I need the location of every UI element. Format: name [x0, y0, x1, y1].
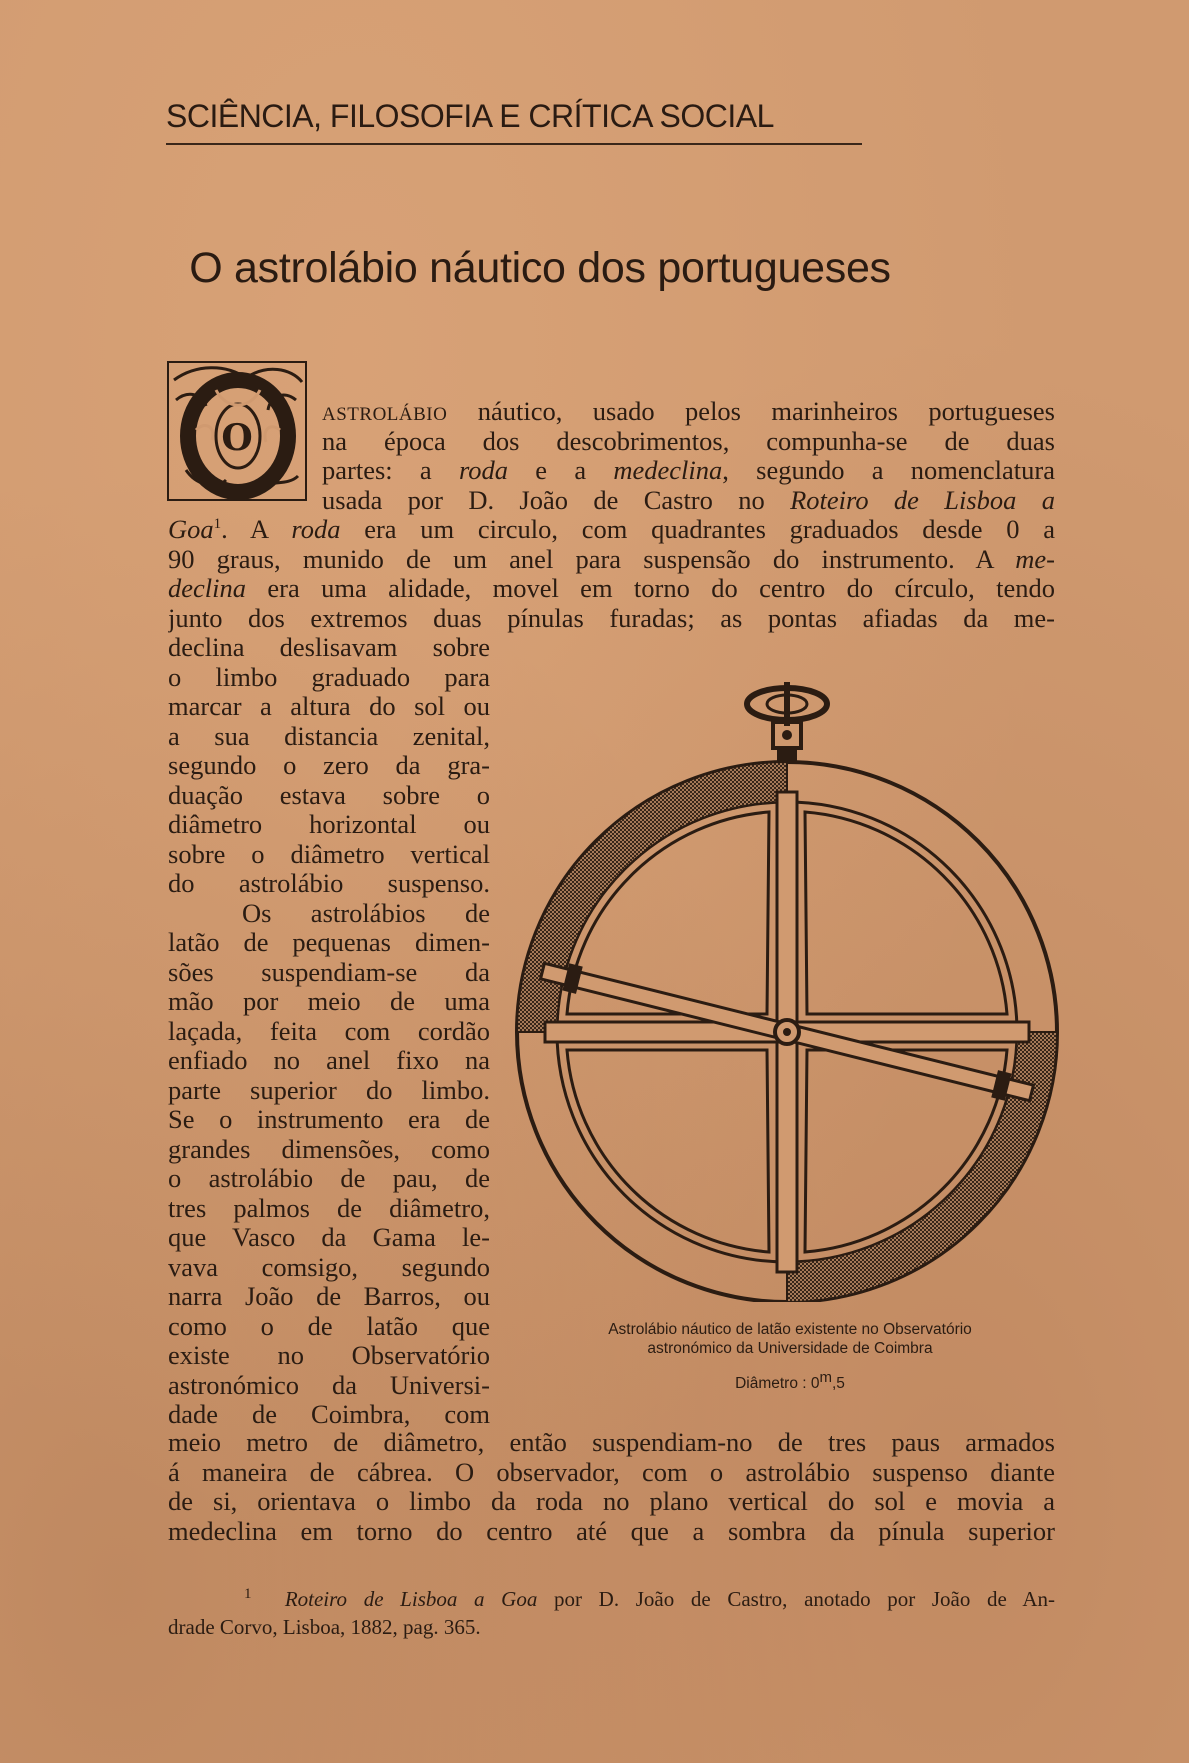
column-line: marcar a altura do sol ou: [168, 692, 490, 721]
column-line: dade de Coimbra, com: [168, 1400, 490, 1429]
footnote-line-1: $^1$ Roteiro de Lisboa a Goa por D. João de Castro, anotado por João de An-: [244, 1586, 1055, 1611]
column-line: diâmetro horizontal ou: [168, 810, 490, 839]
column-line: existe no Observatório: [168, 1341, 490, 1370]
full-line: meio metro de diâmetro, então suspendiam-no de tres paus armados: [168, 1428, 1055, 1457]
opening-line-5: Goa$^1$. A roda era um circulo, com quadrantes graduados desde 0 a: [168, 515, 1055, 544]
opening-paragraph: [322, 397, 1055, 515]
footnote: [168, 1585, 1055, 1641]
figure-diameter: Diâmetro : 0$^m$,5: [735, 1368, 845, 1392]
column-line: mão por meio de uma: [168, 987, 490, 1016]
column-line: latão de pequenas dimen-: [168, 928, 490, 957]
astrolabe-illustration: [515, 672, 1075, 1302]
running-head: SCIÊNCIA, FILOSOFIA E CRÍTICA SOCIAL: [166, 98, 774, 134]
opening-line-8: junto dos extremos duas pínulas furadas; as pontas afiadas da me-: [168, 603, 1055, 633]
column-line: sobre o diâmetro vertical: [168, 839, 490, 869]
opening-line-3: partes: a roda e a medeclina, segundo a nomenclatura: [322, 456, 1055, 485]
column-line: o limbo graduado para: [168, 662, 490, 692]
column-line: narra João de Barros, ou: [168, 1282, 490, 1311]
opening-line-7: declina era uma alidade, movel em torno do centro do círculo, tendo: [168, 574, 1055, 603]
column-line: grandes dimensões, como: [168, 1134, 490, 1164]
narrow-column-text: [168, 633, 490, 1430]
decorative-initial-o: [166, 360, 308, 502]
figure-caption: [540, 1320, 1040, 1358]
column-line: astronómico da Universi-: [168, 1370, 490, 1400]
column-line: parte superior do limbo.: [168, 1075, 490, 1105]
footnote-line-2: drade Corvo, Lisboa, 1882, pag. 365.: [168, 1615, 481, 1639]
column-line: duação estava sobre o: [168, 780, 490, 810]
column-line: Os astrolábios de: [242, 898, 490, 928]
column-line: vava comsigo, segundo: [168, 1252, 490, 1282]
opening-continuation: [168, 515, 1055, 633]
opening-line-6: 90 graus, munido de um anel para suspensão do instrumento. A me-: [168, 544, 1055, 574]
column-line: como o de latão que: [168, 1311, 490, 1341]
column-line: segundo o zero da gra-: [168, 751, 490, 780]
opening-line-4: usada por D. João de Castro no Roteiro de Lisboa a: [322, 485, 1055, 515]
full-line: medeclina em torno do centro até que a sombra da pínula superior: [168, 1516, 1055, 1546]
caption-line-1: Astrolábio náutico de latão existente no Observatório: [608, 1321, 972, 1338]
column-line: laçada, feita com cordão: [168, 1016, 490, 1046]
full-line: á maneira de cábrea. O observador, com o astrolábio suspenso diante: [168, 1457, 1055, 1487]
opening-line-1: astrolábio náutico, usado pelos marinheiros portugueses: [322, 397, 1055, 426]
initial-letter: O: [221, 417, 253, 459]
column-line: sões suspendiam-se da: [168, 957, 490, 987]
column-line: do astrolábio suspenso.: [168, 869, 490, 898]
column-line: enfiado no anel fixo na: [168, 1046, 490, 1075]
header-rule: [166, 143, 862, 145]
closing-paragraph: [168, 1428, 1055, 1546]
column-line: o astrolábio de pau, de: [168, 1164, 490, 1193]
column-line: que Vasco da Gama le-: [168, 1223, 490, 1252]
article-title: O astrolábio náutico dos portugueses: [189, 244, 891, 292]
column-line: Se o instrumento era de: [168, 1105, 490, 1134]
opening-line-2: na época dos descobrimentos, compunha-se de duas: [322, 426, 1055, 456]
column-line: a sua distancia zenital,: [168, 721, 490, 751]
column-line: tres palmos de diâmetro,: [168, 1193, 490, 1223]
column-line: declina deslisavam sobre: [168, 633, 490, 662]
caption-line-2: astronómico da Universidade de Coimbra: [647, 1340, 933, 1357]
full-line: de si, orientava o limbo da roda no plano vertical do sol e movia a: [168, 1487, 1055, 1516]
